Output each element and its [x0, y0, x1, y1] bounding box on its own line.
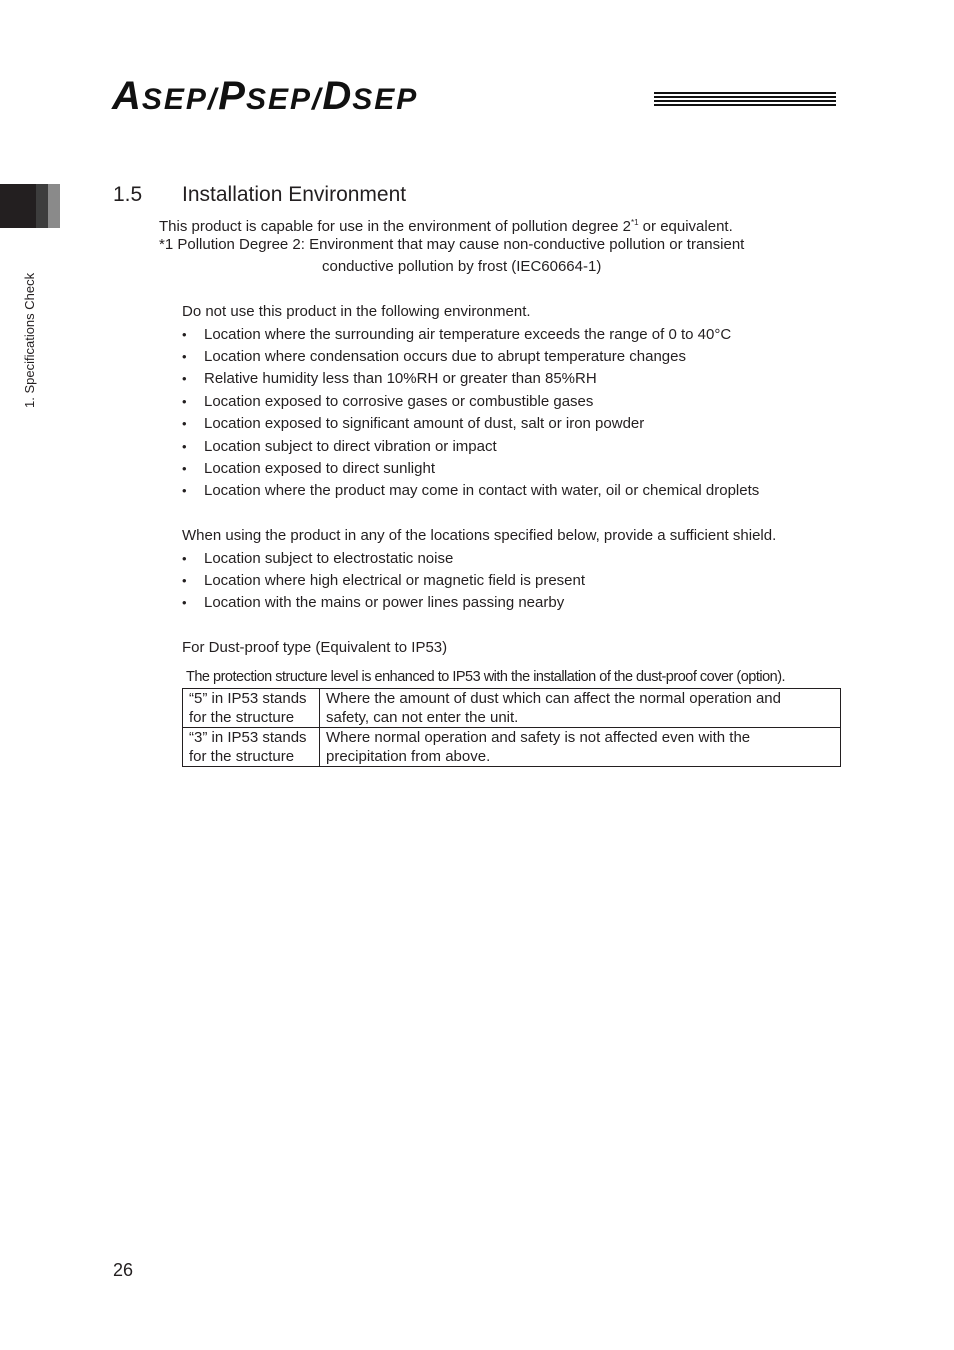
ip53-table [182, 688, 841, 767]
cell-line: safety, can not enter the unit. [326, 709, 519, 726]
logo-part-sep1: SEP/ [141, 83, 219, 116]
intro-text-end: or equivalent. [638, 218, 733, 235]
avoid-heading: Do not use this product in the following environment. [182, 303, 531, 320]
intro-text: This product is capable for use in the environment of pollution degree 2 [159, 218, 631, 235]
list-item-text: Location subject to direct vibration or impact [204, 438, 497, 455]
cell-line: for the structure [189, 748, 295, 765]
cell-line: Where normal operation and safety is not affected even with the [326, 729, 751, 746]
cell-line: for the structure [189, 709, 295, 726]
logo-part-sep3: SEP [352, 83, 419, 116]
shield-heading: When using the product in any of the locations specified below, provide a sufficient shield. [182, 527, 777, 544]
table-caption: The protection structure level is enhanced to IP53 with the installation of the dust-proof cover (option). [186, 669, 786, 685]
list-item-text: Location where the product may come in contact with water, oil or chemical droplets [204, 482, 760, 499]
cell-line: “5” in IP53 stands [189, 690, 307, 707]
logo-text [112, 74, 418, 119]
cell-line: precipitation from above. [326, 748, 491, 765]
list-item-text: Location exposed to direct sunlight [204, 460, 435, 477]
table-cell-label [183, 728, 320, 767]
list-item-text: Location exposed to significant amount of dust, salt or iron powder [204, 415, 645, 432]
logo-part-a: A [112, 74, 142, 118]
chapter-side-label: 1. Specifications Check [22, 272, 37, 408]
list-item-text: Location with the mains or power lines passing nearby [204, 594, 565, 611]
footnote-ref: *1 [630, 218, 639, 227]
logo-rule-lines [654, 92, 836, 108]
dustproof-heading: For Dust-proof type (Equivalent to IP53) [182, 639, 448, 656]
list-item-text: Relative humidity less than 10%RH or greater than 85%RH [204, 370, 597, 387]
logo-part-d: D [322, 74, 353, 118]
list-item-text: Location exposed to corrosive gases or combustible gases [204, 393, 594, 410]
section-number: 1.5 [113, 183, 143, 206]
cell-line: Where the amount of dust which can affect the normal operation and [326, 690, 781, 707]
section-title: Installation Environment [182, 183, 407, 206]
logo-part-sep2: SEP/ [245, 83, 323, 116]
list-item-text: Location where condensation occurs due to abrupt temperature changes [204, 348, 686, 365]
table-row [183, 689, 841, 728]
list-item-text: Location where high electrical or magnetic field is present [204, 572, 586, 589]
table-cell-description [320, 689, 841, 728]
product-logo [112, 74, 842, 118]
table-cell-label [183, 689, 320, 728]
chapter-tab-marker [0, 184, 60, 228]
footnote-line-1: *1 Pollution Degree 2: Environment that may cause non-conductive pollution or transient [159, 236, 745, 253]
list-item-text: Location subject to electrostatic noise [204, 550, 454, 567]
page-number: 26 [113, 1260, 134, 1280]
table-row [183, 728, 841, 767]
footnote-line-2: conductive pollution by frost (IEC60664-1) [322, 258, 602, 275]
table-cell-description [320, 728, 841, 767]
cell-line: “3” in IP53 stands [189, 729, 307, 746]
intro-paragraph [159, 214, 733, 236]
logo-part-p: P [218, 74, 246, 118]
list-item-text: Location where the surrounding air temperature exceeds the range of 0 to 40°C [204, 326, 732, 343]
